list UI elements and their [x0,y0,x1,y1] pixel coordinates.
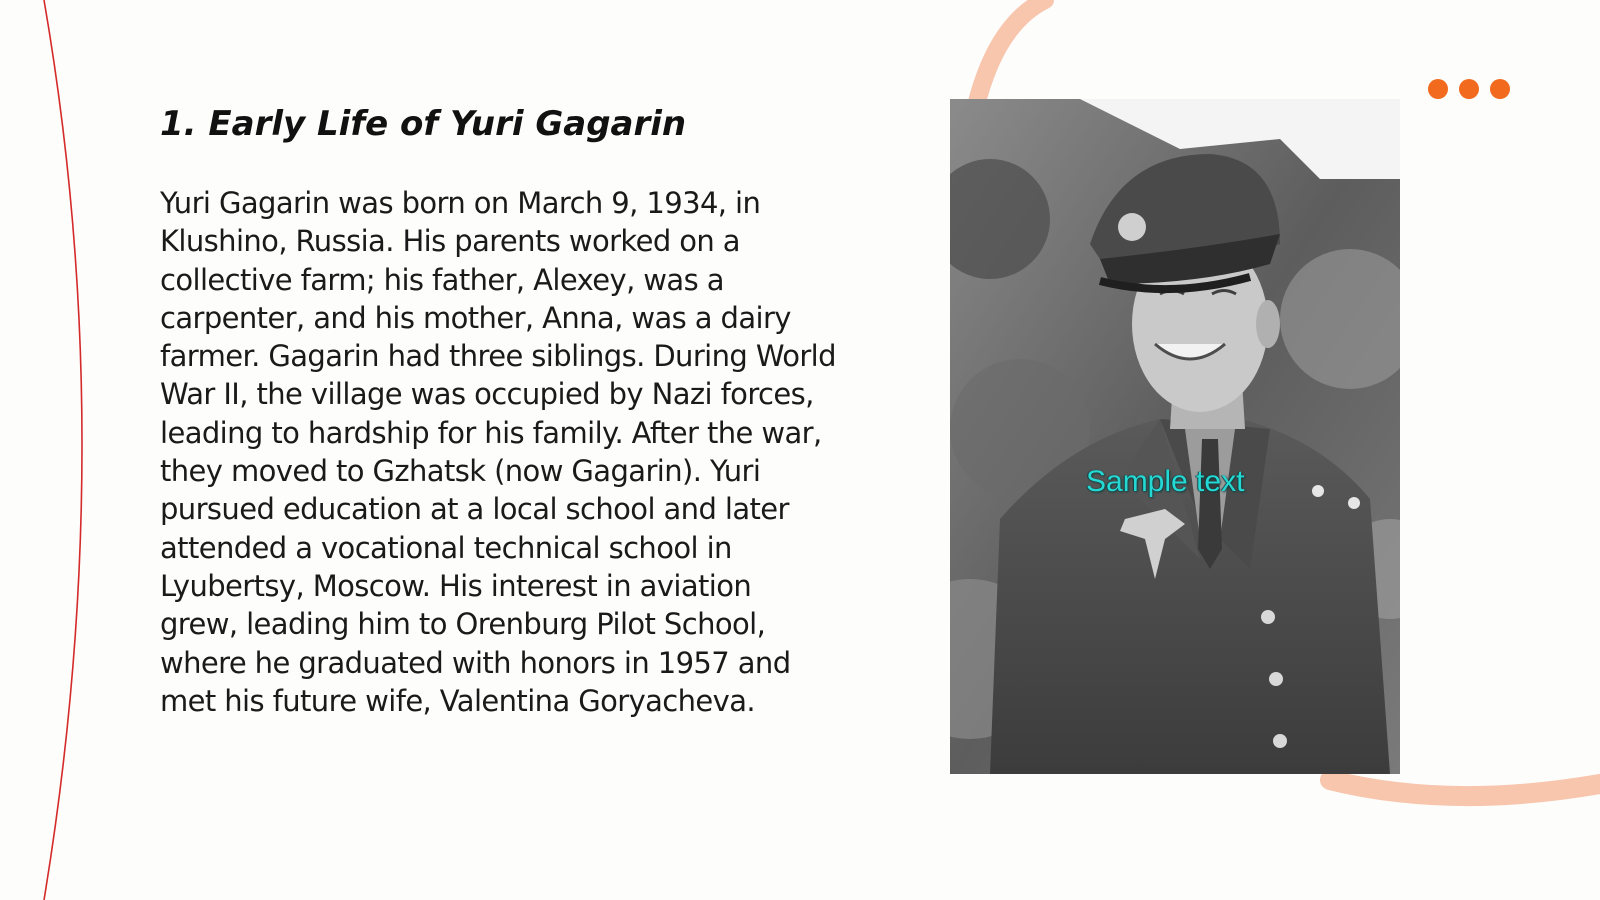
slide-title: 1. Early Life of Yuri Gagarin [160,104,687,144]
portrait-photo [950,99,1400,774]
bottom-swoosh [1330,780,1600,796]
dot-icon [1428,79,1448,99]
top-arc [975,0,1045,110]
photo-caption: Sample text [1086,465,1245,498]
slide-body-text: Yuri Gagarin was born on March 9, 1934, in Klushino, Russia. His parents worked on a collective farm; his father, Alexey, was a carpenter, and his mother, Anna, was a dairy farmer. Gagarin had three siblings. During World War II, the village was occupied by Nazi forces, leading to hardship for his family. After the war, they moved to Gzhatsk (now Gagarin). Yuri pursued education at a local school and later attended a vocational technical school in Lyubertsy, Moscow. His interest in aviation grew, leading him to Orenburg Pilot School, where he graduated with honors in 1957 and met his future wife, Valentina Goryacheva. [160,186,836,718]
dot-icon [1490,79,1510,99]
left-curve-line [44,0,82,900]
dot-icon [1459,79,1479,99]
decorative-dots [1428,79,1510,99]
portrait-illustration [950,99,1400,774]
